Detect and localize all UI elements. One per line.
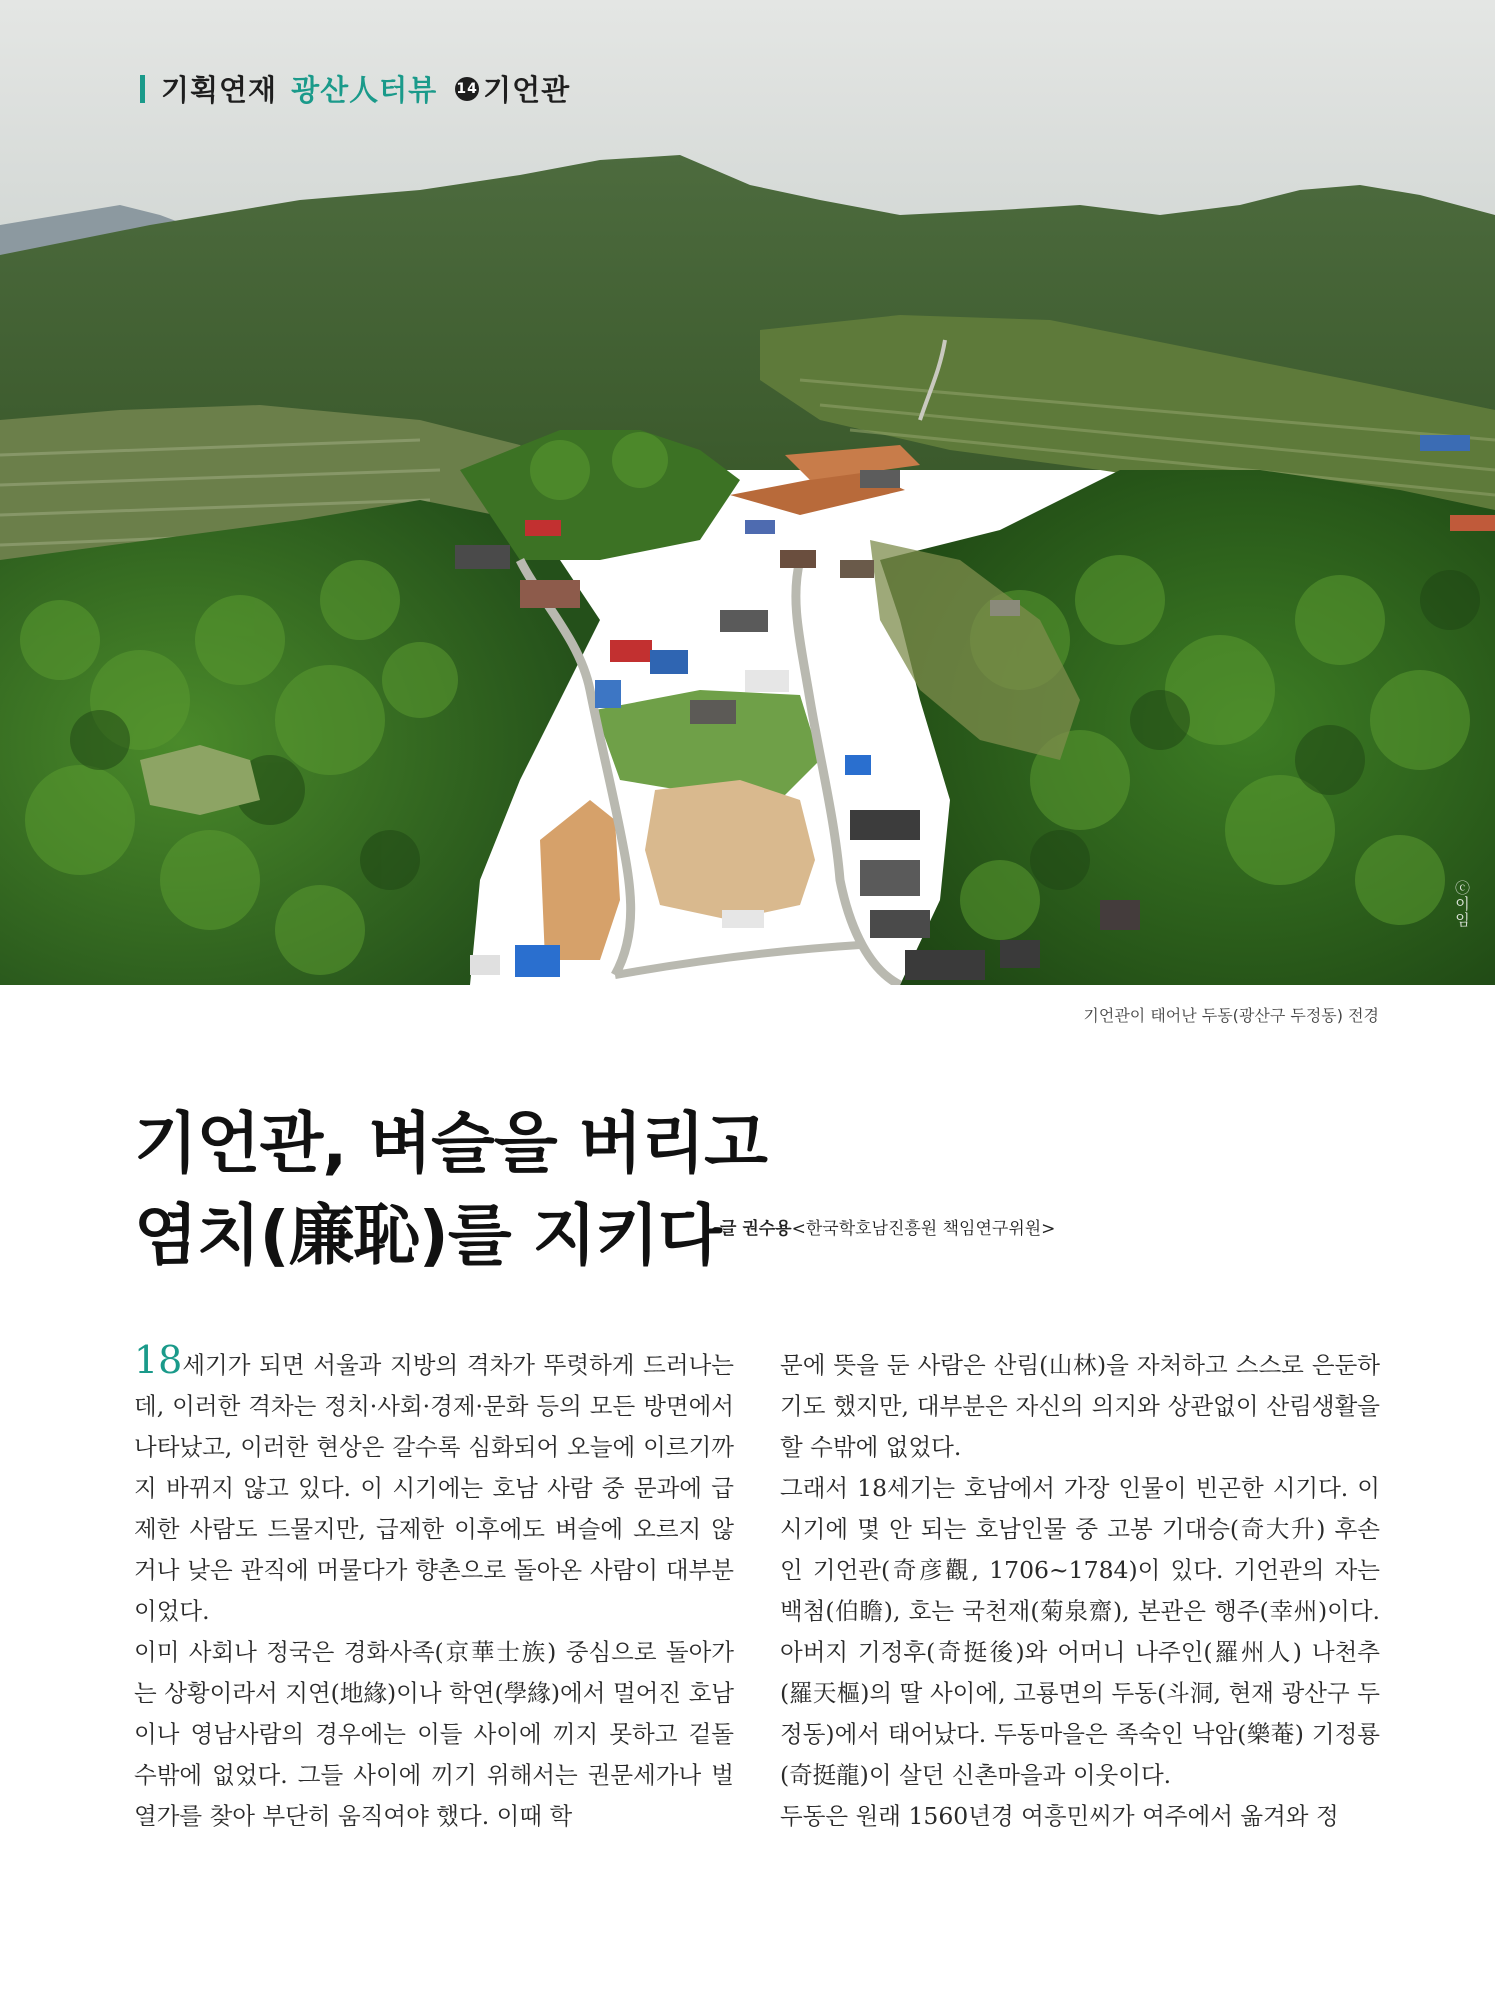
title-line-1: 기언관, 벼슬을 버리고 <box>134 1105 767 1182</box>
paragraph: 문에 뜻을 둔 사람은 산림(山林)을 자처하고 스스로 은둔하기도 했지만, 대부분은 자신의 의지와 상관없이 산림생활을 할 수밖에 없었다. <box>780 1351 1380 1461</box>
paragraph-text: 세기가 되면 서울과 지방의 격차가 뚜렷하게 드러나는데, 이러한 격차는 정치·사회·경제·문화 등의 모든 방면에서 나타났고, 이러한 현상은 갈수록 심화되어 오늘에 이르기까지 바뀌지 않고 있다. 이 시기에는 호남 사람 중 문과에 급제한 사람도 드물지만, 급제한 이후에도 벼슬에 오르지 않거나 낮은 관직에 머물다가 향촌으로 돌아온 사람이 대부분이었다. <box>134 1351 734 1625</box>
issue-number-badge: 14 <box>455 77 479 101</box>
series-header <box>140 68 570 109</box>
body-column-left <box>134 1338 734 1837</box>
article-title <box>134 1098 767 1282</box>
hero-photo <box>0 0 1495 985</box>
series-label: 기획연재 <box>161 73 278 107</box>
dropcap: 18 <box>134 1338 183 1382</box>
photo-caption: 기언관이 태어난 두동(광산구 두정동) 전경 <box>1083 1006 1379 1025</box>
paragraph: 그래서 18세기는 호남에서 가장 인물이 빈곤한 시기다. 이 시기에 몇 안 되는 호남인물 중 고봉 기대승(奇大升) 후손인 기언관(奇彦觀, 1706~1784)이 있다. 기언관의 자는 백첨(伯瞻), 호는 국천재(菊泉齋), 본관은 행주(幸州)이다. 아버지 기정후(奇挺後)와 어머니 나주인(羅州人) 나천추(羅天樞)의 딸 사이에, 고룡면의 두동(斗洞, 현재 광산구 두정동)에서 태어났다. 두동마을은 족숙인 낙암(樂菴) 기정룡(奇挺龍)이 살던 신촌마을과 이웃이다. <box>780 1474 1380 1789</box>
paragraph <box>134 1338 734 1632</box>
byline-author: 글 권수용 <box>720 1219 792 1239</box>
paragraph: 두동은 원래 1560년경 여흥민씨가 여주에서 옮겨와 정 <box>780 1802 1339 1830</box>
accent-bar <box>140 75 145 103</box>
body-column-right <box>780 1345 1380 1837</box>
series-name: 광산人터뷰 <box>291 73 438 107</box>
series-subject: 기언관 <box>483 73 571 107</box>
photo-credit: ⓒ이임 <box>1453 880 1471 928</box>
aerial-village-illustration <box>0 0 1495 985</box>
paragraph: 이미 사회나 정국은 경화사족(京華士族) 중심으로 돌아가는 상황이라서 지연(地緣)이나 학연(學緣)에서 멀어진 호남이나 영남사람의 경우에는 이들 사이에 끼지 못하고 겉돌 수밖에 없었다. 그들 사이에 끼기 위해서는 권문세가나 벌열가를 찾아 부단히 움직여야 했다. 이때 학 <box>134 1638 734 1830</box>
title-line-2: 염치(廉恥)를 지키다 <box>134 1197 721 1274</box>
byline-affiliation: <한국학호남진흥원 책임연구위원> <box>791 1219 1056 1239</box>
byline <box>720 1214 1055 1239</box>
